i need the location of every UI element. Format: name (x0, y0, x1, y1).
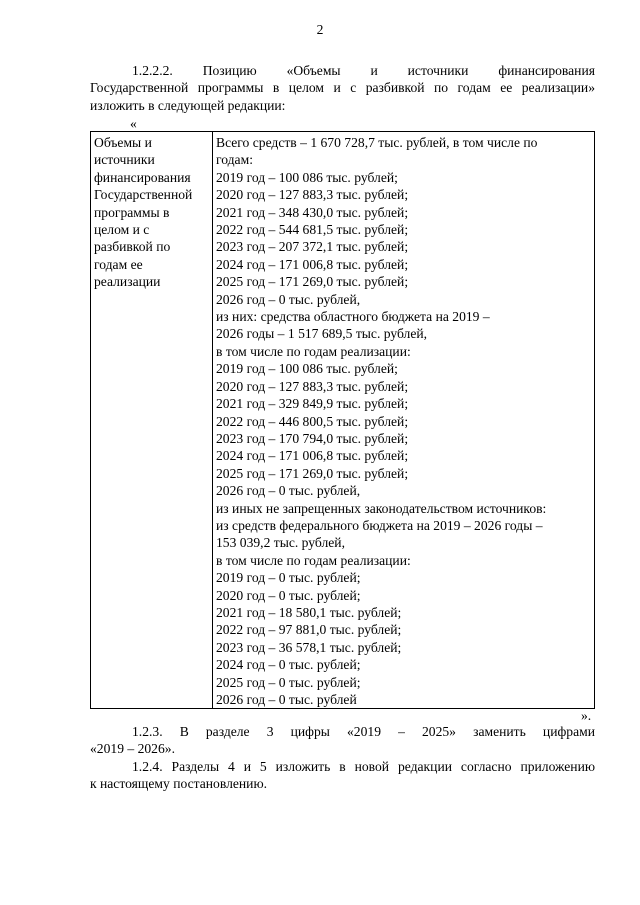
table-line: 2026 годы – 1 517 689,5 тыс. рублей, (216, 326, 428, 342)
table-line: 2021 год – 18 580,1 тыс. рублей; (216, 604, 402, 620)
para-124-line-2: к настоящему постановлению. (90, 776, 268, 792)
open-quote: « (130, 116, 137, 131)
table-line: 2025 год – 171 269,0 тыс. рублей; (216, 274, 409, 290)
table-line: 2026 год – 0 тыс. рублей, (216, 291, 361, 307)
close-quote: ». (581, 708, 592, 723)
para-123-line-2: «2019 – 2026». (90, 741, 175, 757)
closing-paragraphs (90, 723, 595, 793)
table-line: 2020 год – 0 тыс. рублей; (216, 587, 361, 603)
table-line: финансирования (94, 169, 191, 185)
intro-line-3: изложить в следующей редакции: (90, 97, 286, 113)
table-line: 2021 год – 348 430,0 тыс. рублей; (216, 204, 409, 220)
table-line: 2019 год – 0 тыс. рублей; (216, 570, 361, 586)
funding-details-cell (213, 132, 595, 709)
table-line: программы в (94, 204, 170, 220)
table-line: из средств федерального бюджета на 2019 – 2026 годы – (216, 517, 543, 533)
table-line: 2023 год – 36 578,1 тыс. рублей; (216, 639, 402, 655)
table-line: целом и с (94, 222, 150, 238)
table-line: 2019 год – 100 086 тыс. рублей; (216, 361, 398, 377)
table-row (91, 132, 595, 709)
table-line: 2024 год – 171 006,8 тыс. рублей; (216, 256, 409, 272)
table-line: Всего средств – 1 670 728,7 тыс. рублей, в том числе по (216, 135, 538, 150)
table-line: Государственной (94, 187, 193, 203)
table-line: 2020 год – 127 883,3 тыс. рублей; (216, 187, 409, 203)
table-line: 2024 год – 171 006,8 тыс. рублей; (216, 448, 409, 464)
page-number: 2 (316, 22, 324, 37)
table-line: годам: (216, 152, 253, 168)
intro-line-1: 1.2.2.2. Позицию «Объемы и источники финансирования (132, 63, 595, 78)
table-line: 2023 год – 207 372,1 тыс. рублей; (216, 239, 409, 255)
table-line: реализации (94, 274, 161, 290)
table-line: в том числе по годам реализации: (216, 343, 411, 359)
table-line: 153 039,2 тыс. рублей, (216, 535, 345, 551)
table-line: 2026 год – 0 тыс. рублей (216, 692, 357, 707)
table-line: 2025 год – 0 тыс. рублей; (216, 674, 361, 690)
paragraph-1-2-4 (90, 758, 595, 793)
table-line: годам ее (94, 256, 143, 272)
funding-table (90, 131, 595, 709)
table-line: 2024 год – 0 тыс. рублей; (216, 657, 361, 673)
table-line: 2025 год – 171 269,0 тыс. рублей; (216, 465, 409, 481)
table-line: 2022 год – 446 800,5 тыс. рублей; (216, 413, 409, 429)
table-line: из них: средства областного бюджета на 2019 – (216, 309, 490, 325)
paragraph-1-2-3 (90, 723, 595, 758)
table-line: 2023 год – 170 794,0 тыс. рублей; (216, 430, 409, 446)
table-line: 2026 год – 0 тыс. рублей, (216, 483, 361, 499)
table-line: 2020 год – 127 883,3 тыс. рублей; (216, 378, 409, 394)
table-line: 2019 год – 100 086 тыс. рублей; (216, 169, 398, 185)
intro-line-2: Государственной программы в целом и с разбивкой по годам ее реализации» (90, 80, 595, 96)
position-name-cell (91, 132, 213, 709)
table-line: разбивкой по (94, 239, 171, 255)
para-123-line-1: 1.2.3. В разделе 3 цифры «2019 – 2025» заменить цифрами (132, 724, 595, 739)
table-line: источники (94, 152, 155, 168)
table-line: Объемы и (94, 135, 152, 150)
table-line: 2022 год – 544 681,5 тыс. рублей; (216, 222, 409, 238)
intro-paragraph (90, 62, 595, 114)
table-line: из иных не запрещенных законодательством источников: (216, 500, 547, 516)
table-line: 2021 год – 329 849,9 тыс. рублей; (216, 396, 409, 412)
table-line: 2022 год – 97 881,0 тыс. рублей; (216, 622, 402, 638)
table-line: в том числе по годам реализации: (216, 552, 411, 568)
para-124-line-1: 1.2.4. Разделы 4 и 5 изложить в новой редакции согласно приложению (132, 758, 595, 774)
